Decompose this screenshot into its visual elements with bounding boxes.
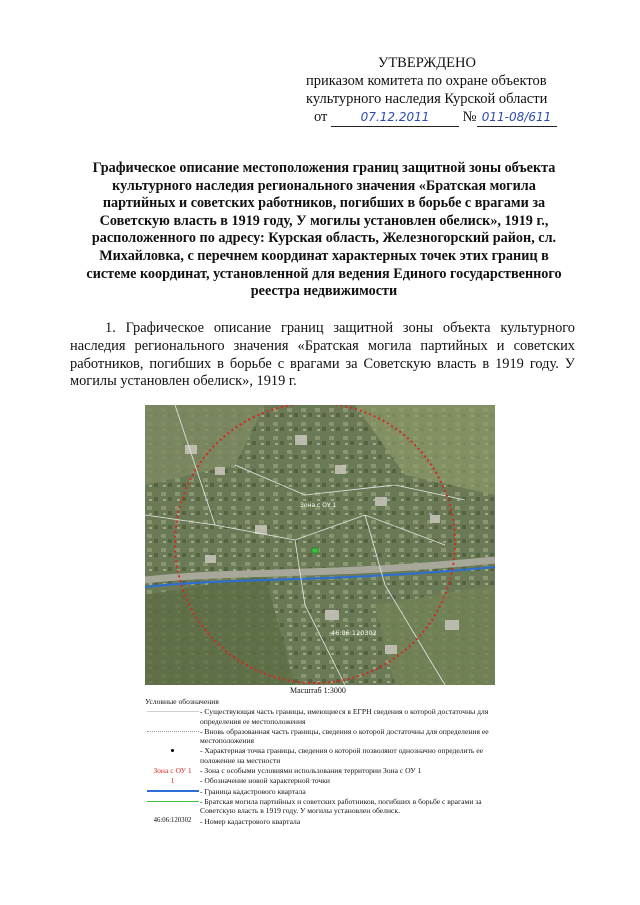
existing-boundary-symbol bbox=[147, 711, 199, 712]
legend-text: - Номер кадастрового квартала bbox=[200, 816, 301, 826]
map-graphic bbox=[145, 405, 495, 685]
legend-item-point bbox=[145, 746, 495, 765]
legend-item-quarter-number bbox=[145, 817, 495, 826]
legend-item-monument bbox=[145, 797, 495, 816]
monument-marker bbox=[312, 548, 318, 553]
section-paragraph: 1. Графическое описание границ защитной зоны объекта культурного наследия регионального значения «Братская могила партийных и советских работников, погибших в борьбе с врагами за Советскую власть в 1919 году. У могилы установлен обелиск», 1919 г. bbox=[70, 320, 575, 390]
handwritten-date: 07.12.2011 bbox=[331, 108, 459, 127]
new-boundary-symbol bbox=[147, 731, 199, 732]
legend-text: - Обозначение новой характерной точки bbox=[200, 776, 330, 786]
approval-line-2: культурного наследия Курской области bbox=[306, 91, 548, 107]
legend-item-zone bbox=[145, 766, 495, 775]
aerial-map bbox=[145, 405, 495, 685]
legend-text: - Граница кадастрового квартала bbox=[200, 786, 306, 796]
point-symbol bbox=[171, 749, 174, 752]
approval-heading: УТВЕРЖДЕНО bbox=[378, 55, 476, 71]
legend-item-new-boundary bbox=[145, 727, 495, 746]
approval-stamp bbox=[306, 54, 606, 127]
legend-text: - Характерная точка границы, сведения о которой позволяют однозначно определить ее положение на местности bbox=[200, 746, 484, 765]
from-label: от bbox=[314, 109, 328, 125]
zone-label: Зона с ОУ 1 bbox=[300, 502, 337, 509]
legend-text: - Вновь образованная часть границы, сведения о которой достаточны для определения ее местоположения bbox=[200, 726, 489, 746]
legend-text: - Существующая часть границы, имеющиеся в ЕГРН сведения о которой достаточны для определения ее местоположения bbox=[200, 707, 489, 726]
legend-text: - Братская могила партийных и советских работников, погибших в борьбе с врагами за Советскую власть в 1919 году. У могилы установлен обелиск. bbox=[200, 796, 482, 816]
document-title: Графическое описание местоположения границ защитной зоны объекта культурного наследия регионального значения «Братская могила партийных и советских работников, погибших в борьбе с врагами за Советскую власть в 1919 году, У могилы установлен обелиск», 1919 г., расположенного по адресу: Курская область, Железногорский район, сл. Михайловка, с перечнем координат характерных точек этих границ в системе координат, установленной для ведения Единого государственного реестра недвижимости bbox=[86, 160, 562, 300]
legend-item-quarter-boundary bbox=[145, 787, 495, 796]
zone-symbol: Зона с ОУ 1 bbox=[153, 765, 192, 775]
handwritten-number: 011-08/611 bbox=[477, 108, 557, 127]
approval-sign-row bbox=[314, 108, 606, 127]
quarter-boundary-symbol bbox=[147, 790, 199, 792]
monument-symbol bbox=[147, 801, 199, 802]
legend-title: Условные обозначения bbox=[145, 697, 219, 706]
legend-item-new-point bbox=[145, 776, 495, 785]
approval-line-1: приказом комитета по охране объектов bbox=[306, 73, 547, 89]
legend-item-existing-boundary bbox=[145, 707, 495, 726]
number-label: № bbox=[462, 109, 477, 125]
legend-text: - Зона с особыми условиями использования территории Зона с ОУ 1 bbox=[200, 766, 422, 776]
quarter-label: 46:06:120302 bbox=[331, 629, 377, 637]
quarter-number-symbol: 46:06:120302 bbox=[153, 817, 192, 825]
legend bbox=[145, 697, 495, 827]
new-point-symbol: 1 bbox=[170, 776, 175, 786]
map-scale: Масштаб 1:3000 bbox=[290, 686, 346, 695]
